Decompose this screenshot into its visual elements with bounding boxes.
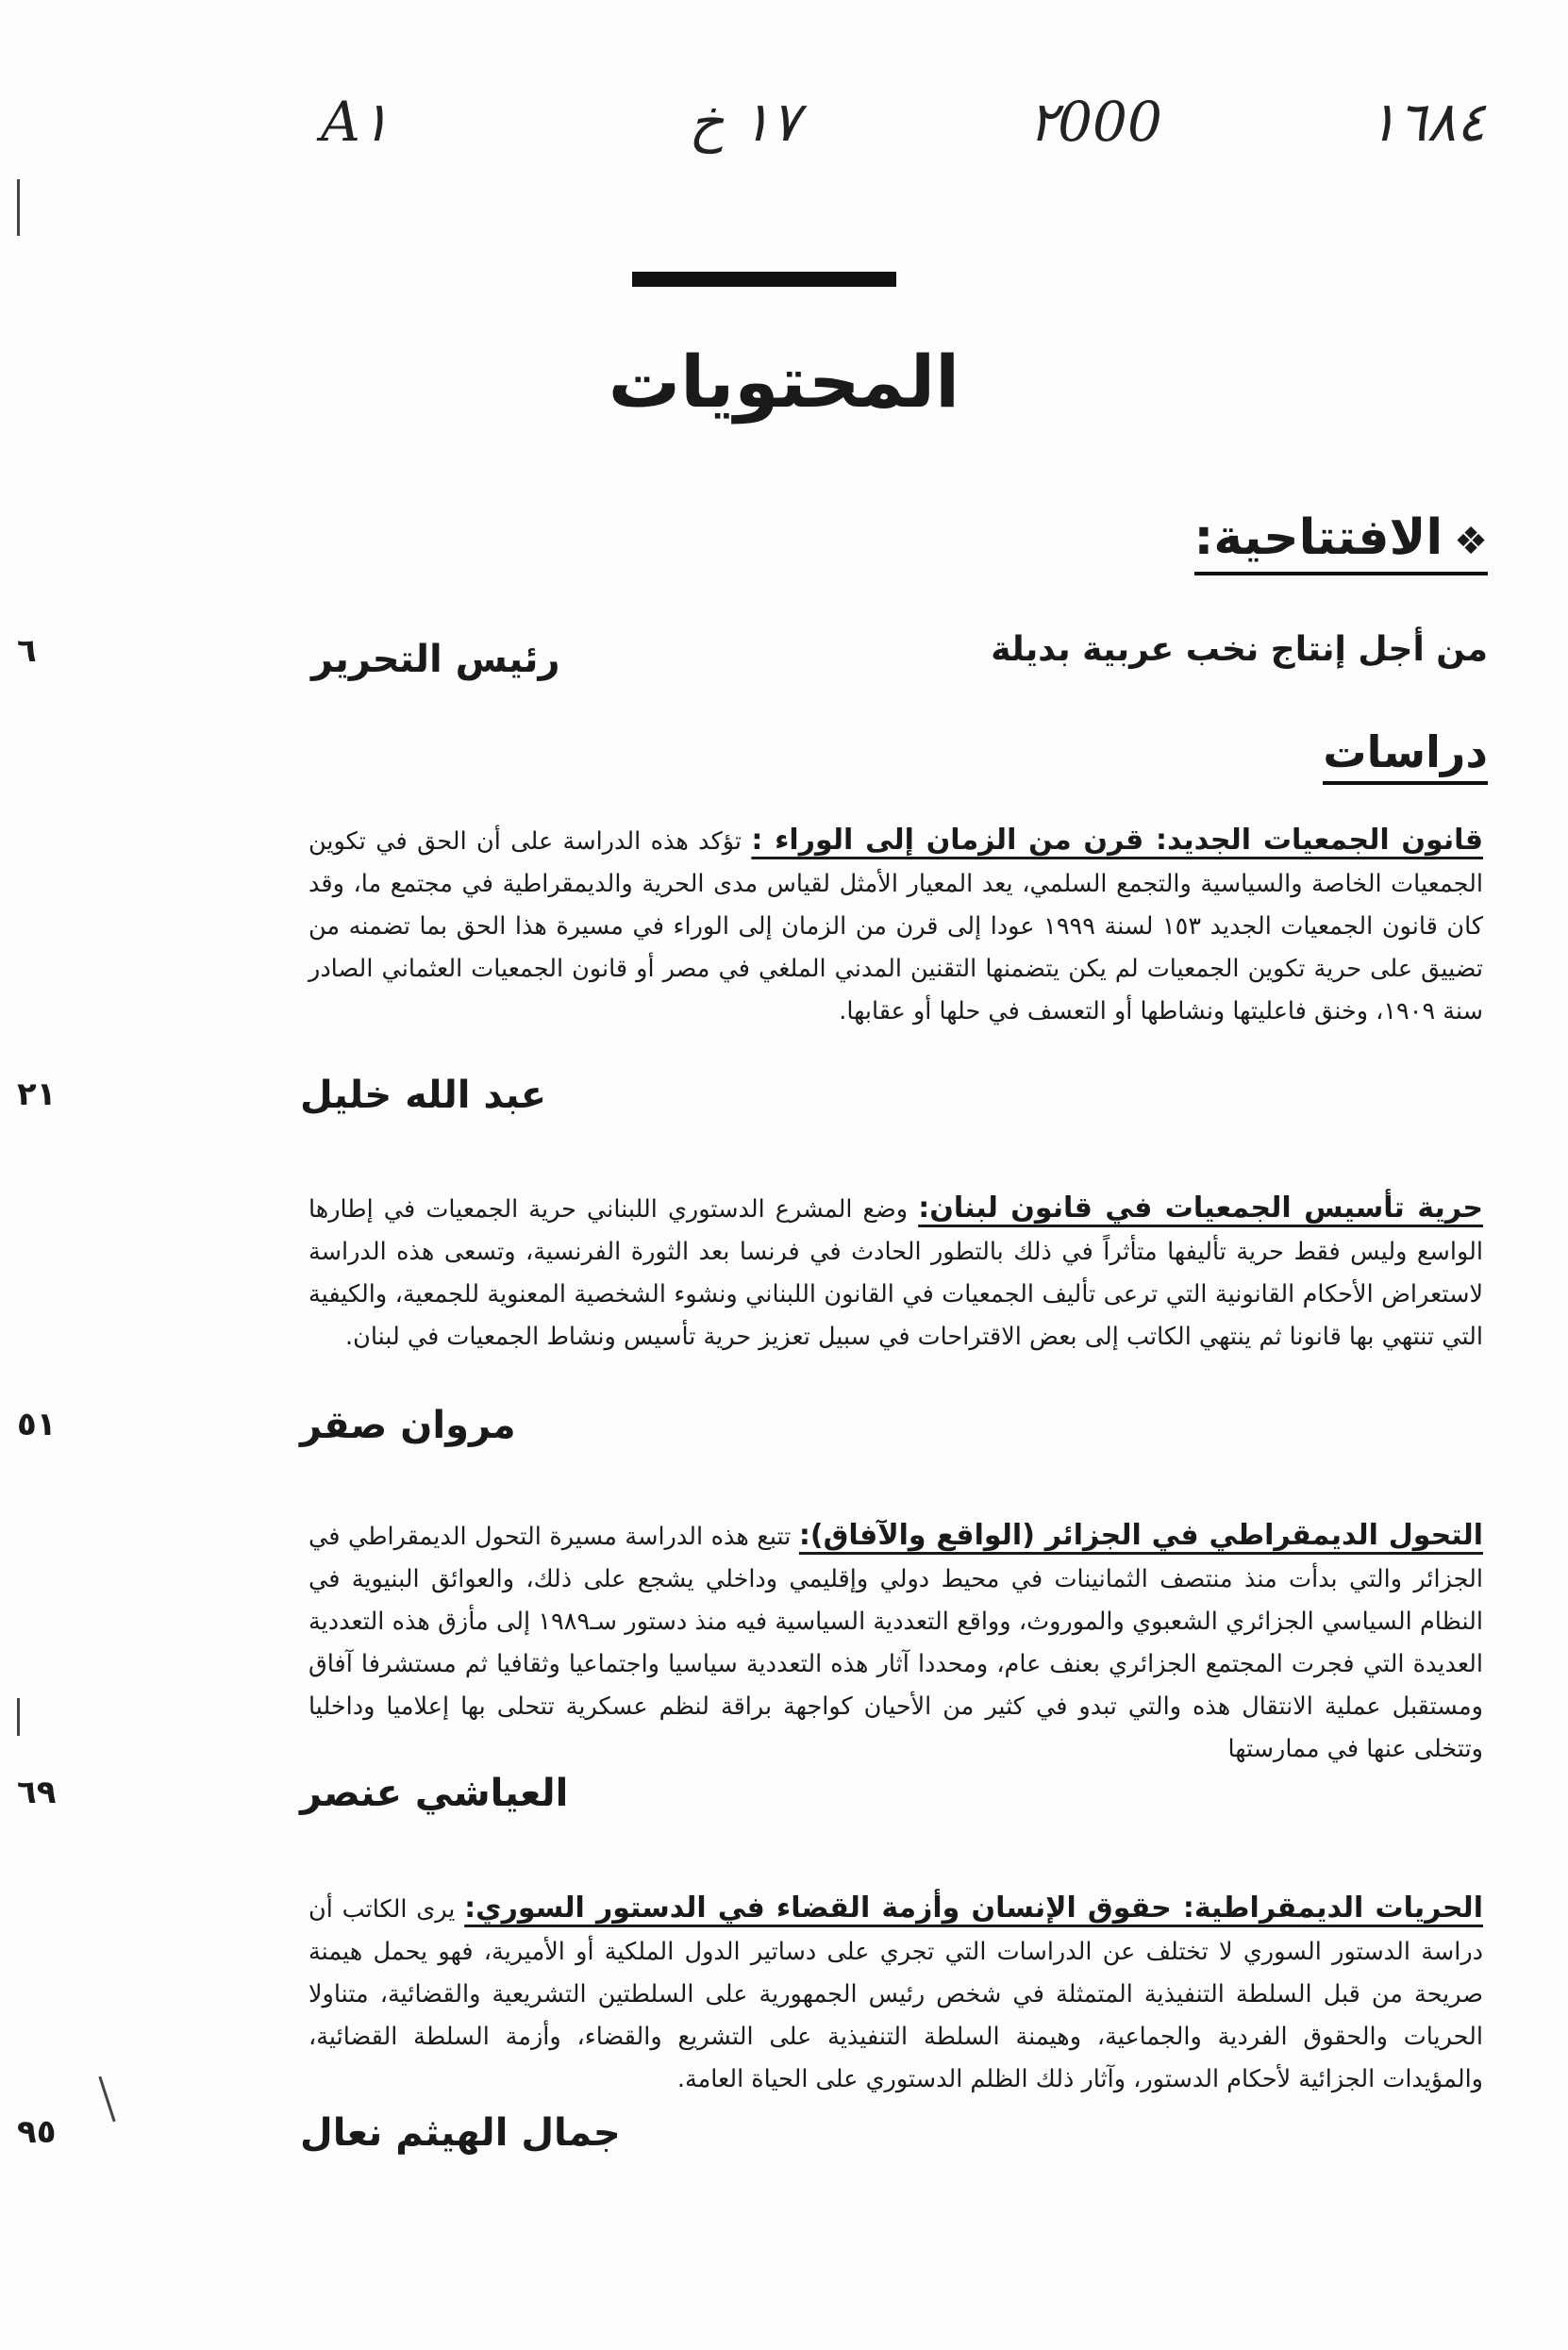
editorial-heading-label: الافتتاحية: xyxy=(1193,509,1443,566)
entry-abstract: يرى الكاتب أن دراسة الدستور السوري لا تختلف عن الدراسات التي تجري على دساتير الدول الملكية أو الأميرية، فهو يحمل هيمنة صريحة من قبل السلطة التنفيذية المتمثلة في شخص رئيس الجمهورية على السلطتين التشريعية والقضائية، متناولا الحريات والحقوق الفردية والجماعية، وهيمنة السلطة التنفيذية على التشريع والقضاء، وأزمة السلطة القضائية، والمؤيدات الجزائية لأحكام الدستور، وآثار ذلك الظلم الدستوري على الحياة العامة. xyxy=(309,1895,1483,2093)
toc-entry xyxy=(309,1514,1483,1771)
page-number: ٢١ xyxy=(17,1075,57,1113)
scan-margin-mark xyxy=(17,1698,20,1736)
entry-author: عبد الله خليل xyxy=(300,1074,547,1117)
scan-margin-mark xyxy=(17,179,20,236)
handwritten-note: ١٧ خ xyxy=(689,90,801,154)
page-number: ٩٥ xyxy=(17,2113,57,2151)
editorial-subtitle: من أجل إنتاج نخب عربية بديلة xyxy=(991,630,1488,669)
section-heading: دراسات xyxy=(1323,726,1488,785)
title-rule xyxy=(632,272,896,287)
scan-margin-mark xyxy=(98,2076,115,2122)
entry-author: العياشي عنصر xyxy=(300,1772,569,1815)
entry-title: حرية تأسيس الجمعيات في قانون لبنان: xyxy=(918,1192,1483,1225)
entry-title: الحريات الديمقراطية: حقوق الإنسان وأزمة القضاء في الدستور السوري: xyxy=(464,1892,1483,1925)
handwritten-note: A١ xyxy=(321,90,391,154)
entry-author: جمال الهيثم نعال xyxy=(300,2111,621,2155)
entry-title: قانون الجمعيات الجديد: قرن من الزمان إلى الوراء : xyxy=(751,824,1483,857)
handwritten-note: ٢000 xyxy=(1028,90,1162,154)
entry-author: مروان صقر xyxy=(300,1404,516,1447)
entry-title: التحول الديمقراطي في الجزائر (الواقع والآفاق): xyxy=(798,1519,1483,1552)
toc-entry xyxy=(309,1887,1483,2101)
handwritten-note: ١٦٨٤ xyxy=(1368,90,1486,154)
entry-abstract: وضع المشرع الدستوري اللبناني حرية الجمعيات في إطارها الواسع وليس فقط حرية تأليفها متأثراً في ذلك بالتطور الحادث في فرنسا بعد الثورة الفرنسية، وتسعى هذه الدراسة لاستعراض الأحكام القانونية التي ترعى تأليف الجمعيات في القانون اللبناني ونشوء الشخصية المعنوية للجمعية، والكيفية التي تنتهي بها قانونا ثم ينتهي الكاتب إلى بعض الاقتراحات في سبيل تعزيز حرية تأسيس ونشاط الجمعيات في لبنان. xyxy=(309,1195,1483,1351)
page-number: ٦٩ xyxy=(17,1774,57,1811)
toc-entry xyxy=(309,1187,1483,1358)
editorial-heading xyxy=(1194,509,1488,575)
page-title: المحتويات xyxy=(608,340,960,424)
page-number: ٥١ xyxy=(17,1406,57,1443)
entry-abstract: تؤكد هذه الدراسة على أن الحق في تكوين الجمعيات الخاصة والسياسية والتجمع السلمي، يعد المعيار الأمثل لقياس مدى الحرية والديمقراطية في مجتمع ما، وقد كان قانون الجمعيات الجديد ١٥٣ لسنة ١٩٩٩ عودا إلى قرن من الزمان إلى الوراء في مسيرة هذا الحق بما تضمنه من تضييق على حرية تكوين الجمعيات لم يكن يتضمنها التقنين المدني الملغي في مصر أو قانون الجمعيات العثماني الصادر سنة ١٩٠٩، وخنق فاعليتها ونشاطها أو التعسف في حلها أو عقابها. xyxy=(309,827,1483,1025)
editorial-bullet-icon: ❖ xyxy=(1454,520,1488,563)
toc-entry xyxy=(309,819,1483,1033)
page-number: ٦ xyxy=(17,632,37,670)
entry-abstract: تتبع هذه الدراسة مسيرة التحول الديمقراطي في الجزائر والتي بدأت منذ منتصف الثمانينات في محيط دولي وإقليمي وداخلي يشجع على ذلك، والعوائق البنيوية في النظام السياسي الجزائري الشعبوي والموروث، وواقع التعددية السياسية فيه منذ دستور سـ١٩٨٩ إلى مأزق هذه التعددية العديدة التي فجرت المجتمع الجزائري بعنف عام، ومحددا آثار هذه التعددية سياسيا واجتماعيا وثقافيا ثم مستشرفا آفاق ومستقبل عملية الانتقال هذه والتي تبدو في كثير من الأحيان كواجهة براقة لنظم عسكرية تتحلى بها إعلاميا وداخليا وتتخلى عنها في ممارستها xyxy=(309,1523,1483,1763)
editorial-author: رئيس التحرير xyxy=(311,638,560,681)
